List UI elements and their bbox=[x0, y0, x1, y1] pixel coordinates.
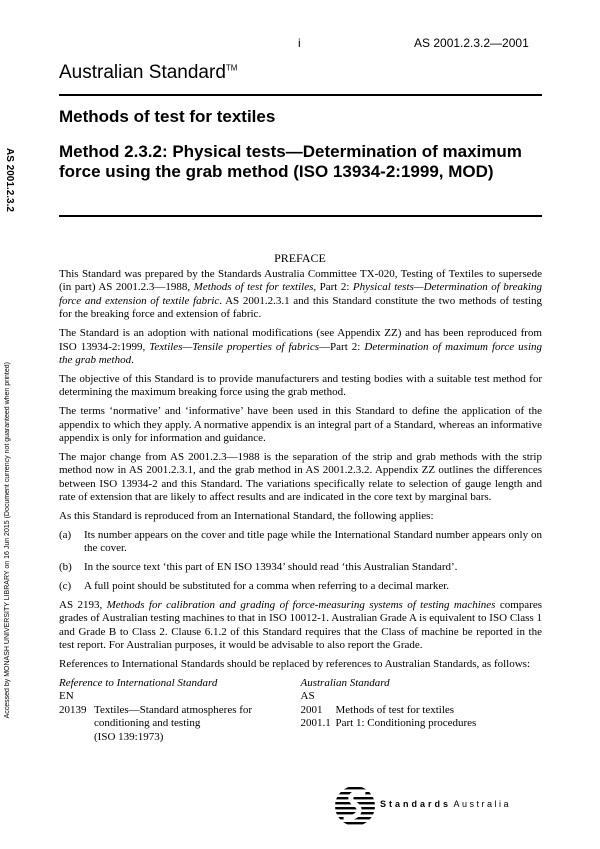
paragraph: References to International Standards should be replaced by references to Australian Standards, as follows: bbox=[59, 658, 531, 671]
list-item: (a) Its number appears on the cover and title page while the International Standard number appears only on the cover. bbox=[59, 528, 542, 555]
page-number: i bbox=[298, 36, 301, 50]
paragraph: As this Standard is reproduced from an International Standard, the following applies: bbox=[59, 510, 434, 522]
column-heading: Reference to International Standard bbox=[59, 677, 218, 690]
standards-australia-logo-icon bbox=[333, 784, 377, 828]
paragraph: The terms ‘normative’ and ‘informative’ have been used in this Standard to define the application of the appendix to which they apply. A normative appendix is an integral part of a Standard, whereas an informative appendix is only for information and guidance. bbox=[59, 405, 542, 444]
paragraph: The objective of this Standard is to provide manufacturers and testing bodies with a suitable test method for determining the maximum breaking force using the grab method. bbox=[59, 372, 542, 399]
list-item: (b) In the source text ‘this part of EN ISO 13934’ should read ‘this Australian Standard’. bbox=[59, 561, 458, 574]
brand-title bbox=[59, 62, 237, 84]
reference-row: 2001 Methods of test for textiles bbox=[300, 703, 455, 716]
preface-heading: PREFACE bbox=[274, 251, 326, 265]
side-standard-id: AS 2001.2.3.2 bbox=[4, 148, 15, 212]
paragraph: The major change from AS 2001.2.3—1988 is the separation of the strip and grab methods with the strip method now in AS 2001.2.3.1, and the grab method in AS 2001.2.3.2. Appendix ZZ outlines the differences between ISO 13934-2 and this Standard. The variations specifically relate to selection of gauge length and rate of extension that are likely to affect results and are indicated in the core text by marginal bars. bbox=[59, 450, 542, 504]
paragraph: This Standard was prepared by the Standards Australia Committee TX-020, Testing of Textiles to supersede (in part) AS 2001.2.3—1988, Methods of test for textiles, Part 2: Physical tests—Determination of breaking force and extension of textile fabric. AS 2001.2.3.1 and this Standard constitute the two methods of testing for the breaking force and extension of fabric. bbox=[59, 268, 542, 321]
trademark: TM bbox=[225, 63, 238, 73]
brand-name: Australian Standard bbox=[59, 62, 226, 83]
publisher-name: Standards Australia bbox=[380, 799, 512, 809]
international-column: Reference to International Standard EN 20139 Textiles—Standard atmospheres for conditioning and testing (ISO 139:1973) bbox=[59, 677, 253, 743]
column-heading: Australian Standard bbox=[300, 677, 390, 690]
paragraph: The Standard is an adoption with national modifications (see Appendix ZZ) and has been reproduced from ISO 13934-2:1999, Textiles—Tensile properties of fabrics—Part 2: Determination of maximum force using the grab method. bbox=[59, 327, 543, 366]
list-item: (c) A full point should be substituted for a comma when referring to a decimal marker. bbox=[59, 580, 450, 593]
access-note: Accessed by MONASH UNIVERSITY LIBRARY on 16 Jun 2015 (Document currency not guaranteed when printed) bbox=[4, 362, 11, 719]
document-title: Methods of test for textiles bbox=[59, 107, 276, 126]
title-rule bbox=[59, 215, 542, 217]
reference-row: 2001.1 Part 1: Conditioning procedures bbox=[300, 717, 477, 730]
australian-column: Australian Standard AS 2001 Methods of test for textiles 2001.1 Part 1: Conditioning procedures bbox=[301, 677, 543, 744]
document-subtitle: Method 2.3.2: Physical tests—Determination of maximum force using the grab method (ISO 13934-2:1999, MOD) bbox=[59, 142, 522, 181]
paragraph: AS 2193, Methods for calibration and grading of force-measuring systems of testing machines compares grades of Australian testing machines to that in ISO 10012-1. Australian Grade A is equivalent to ISO Class 1 and Grade B to Class 2. Clause 6.1.2 of this Standard requires that the Class of machine be reported in the test report. For Australian purposes, it would be advisable to also report the Grade. bbox=[59, 599, 543, 652]
header-rule bbox=[59, 94, 542, 96]
reference-table bbox=[59, 677, 542, 744]
preface-body bbox=[59, 268, 542, 744]
standard-id: AS 2001.2.3.2—2001 bbox=[414, 36, 529, 50]
